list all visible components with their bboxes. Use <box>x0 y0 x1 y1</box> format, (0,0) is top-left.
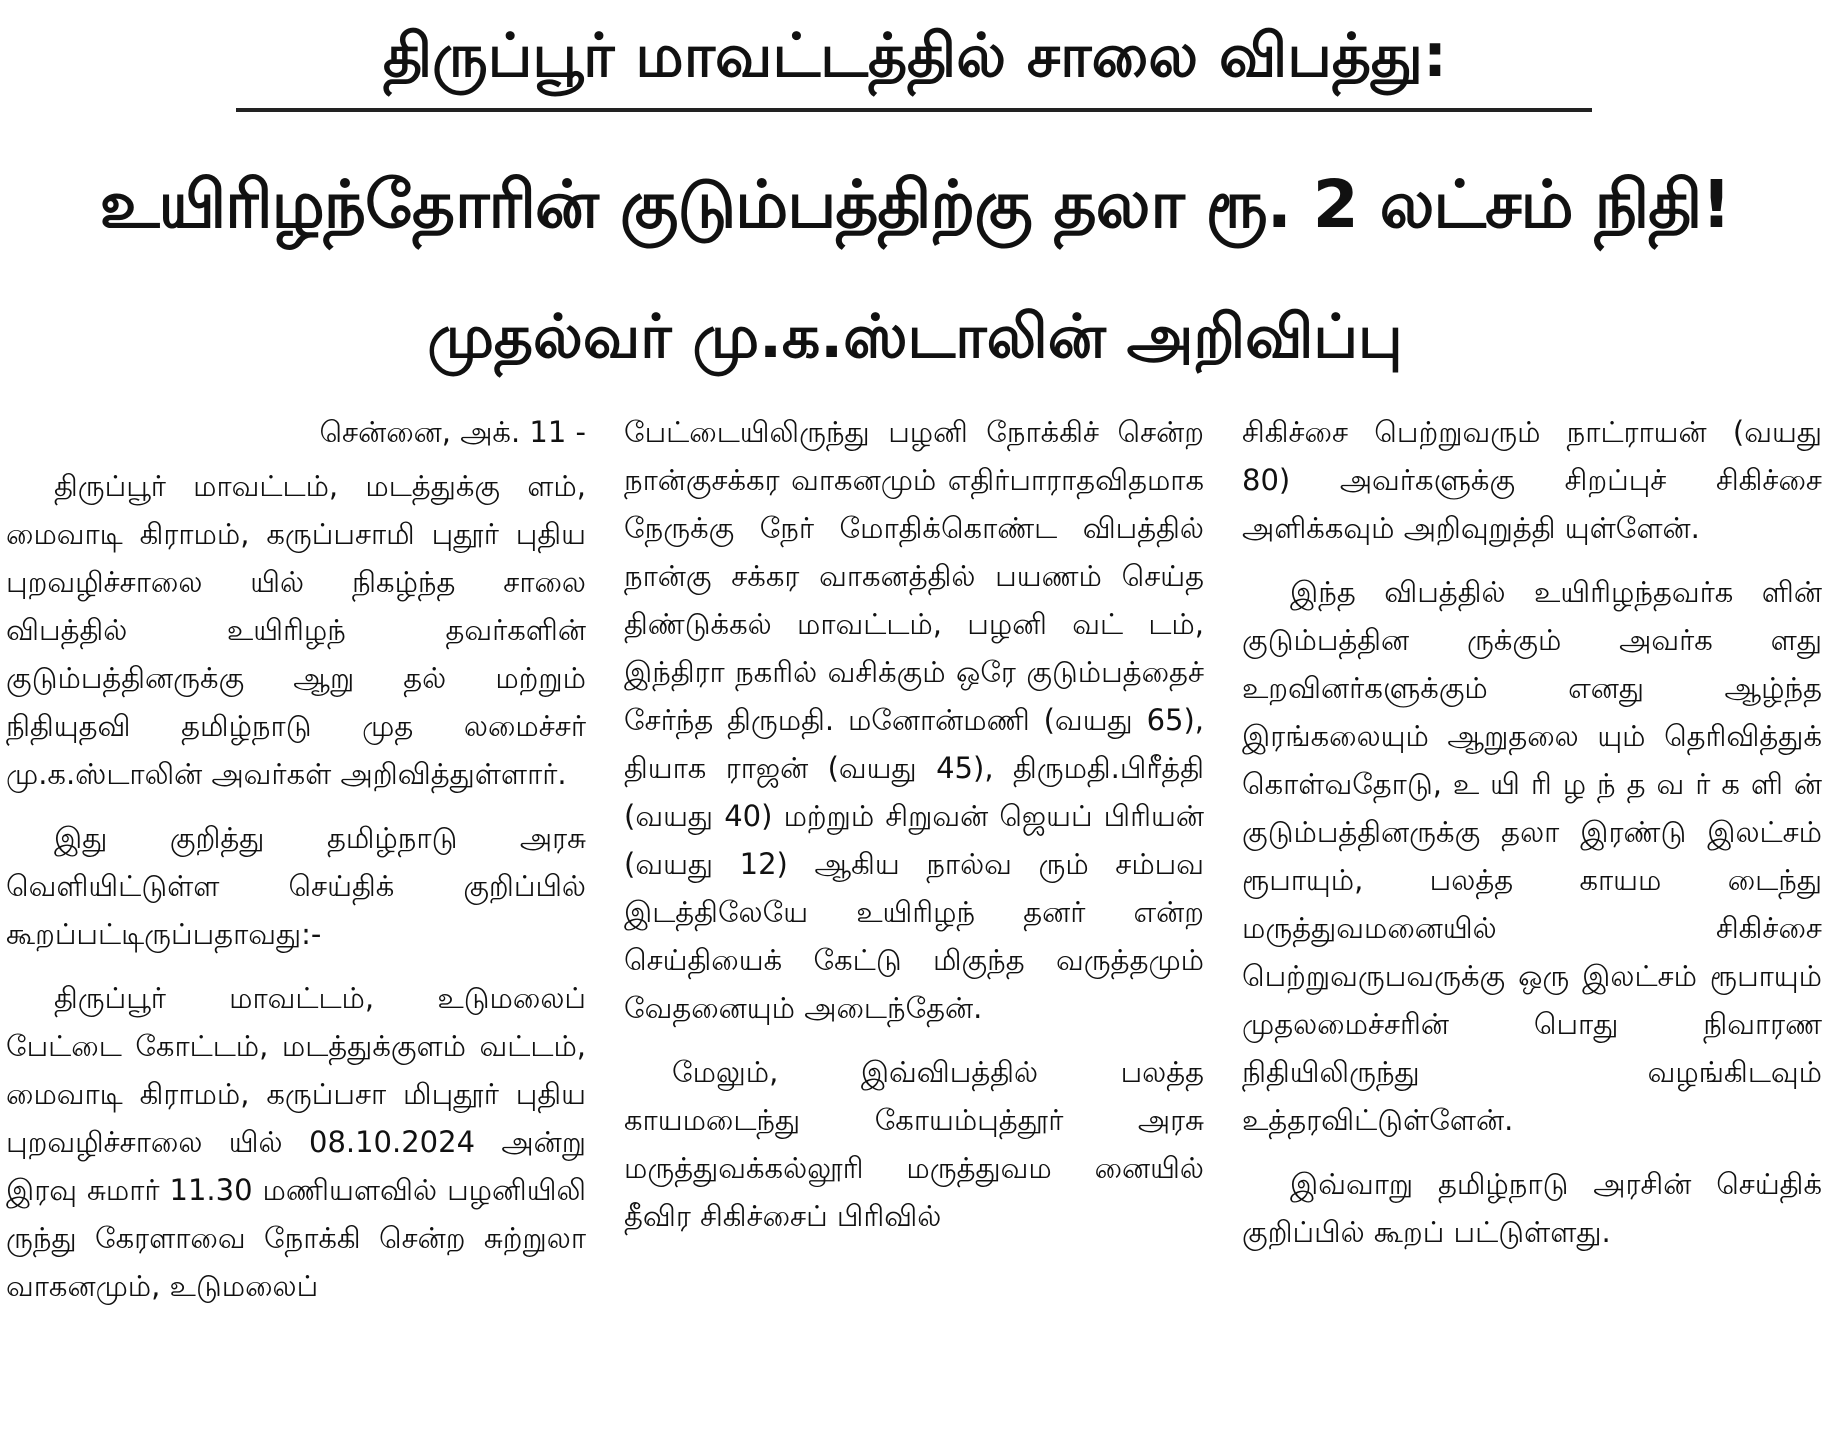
main-headline: உயிரிழந்தோரின் குடும்பத்திற்கு தலா ரூ. 2 லட்சம் நிதி! <box>99 166 1731 243</box>
dateline: சென்னை, அக். 11 - <box>319 415 586 449</box>
paragraph: இது குறித்து தமிழ்நாடு அரசு வெளியிட்டுள்ள செய்திக் குறிப்பில் கூறப்பட்டிருப்பதாவது:- <box>6 821 586 951</box>
paragraph: மேலும், இவ்விபத்தில் பலத்த காயமடைந்து கோயம்புத்தூர் அரசு மருத்துவக்கல்லூரி மருத்துவம னையில் தீவிர சிகிச்சைப் பிரிவில் <box>624 1055 1204 1233</box>
paragraph: திருப்பூர் மாவட்டம், உடுமலைப் பேட்டை கோட்டம், மடத்துக்குளம் வட்டம், மைவாடி கிராமம், கருப்பசா மிபுதூர் புதிய புறவழிச்சாலை யில் 08.10.2024 அன்று இரவு சுமார் 11.30 மணியளவில் பழனியிலி ருந்து கேரளாவை நோக்கி சென்ற சுற்றுலா வாகனமும், உடுமலைப் <box>6 981 586 1303</box>
heading-divider <box>236 108 1592 112</box>
article-column-1 <box>6 408 586 1448</box>
paragraph: இவ்வாறு தமிழ்நாடு அரசின் செய்திக் குறிப்பில் கூறப் பட்டுள்ளது. <box>1242 1167 1822 1249</box>
article-column-2 <box>624 408 1204 1448</box>
paragraph: பேட்டையிலிருந்து பழனி நோக்கிச் சென்ற நான்குசக்கர வாகனமும் எதிர்பாராதவிதமாக நேருக்கு நேர் மோதிக்கொண்ட விபத்தில் நான்கு சக்கர வாகனத்தில் பயணம் செய்த திண்டுக்கல் மாவட்டம், பழனி வட் டம், இந்திரா நகரில் வசிக்கும் ஒரே குடும்பத்தைச் சேர்ந்த திருமதி. மனோன்மணி (வயது 65), தியாக ராஜன் (வயது 45), திருமதி.பிரீத்தி (வயது 40) மற்றும் சிறுவன் ஜெயப் பிரியன் (வயது 12) ஆகிய நால்வ ரும் சம்பவ இடத்திலேயே உயிரிழந் தனர் என்ற செய்தியைக் கேட்டு மிகுந்த வருத்தமும் வேதனையும் அடைந்தேன். <box>624 415 1204 1025</box>
kicker-heading: திருப்பூர் மாவட்டத்தில் சாலை விபத்து: <box>383 21 1447 91</box>
paragraph: இந்த விபத்தில் உயிரிழந்தவர்க ளின் குடும்பத்தின ருக்கும் அவர்க ளது உறவினர்களுக்கும் எனது ஆழ்ந்த இரங்கலையும் ஆறுதலை யும் தெரிவித்துக் கொள்வதோடு, உ யி ரி ழ ந் த வ ர் க ளி ன் குடும்பத்தினருக்கு தலா இரண்டு இலட்சம் ரூபாயும், பலத்த காயம டைந்து மருத்துவமனையில் சிகிச்சை பெற்றுவருபவருக்கு ஒரு இலட்சம் ரூபாயும் முதலமைச்சரின் பொது நிவாரண நிதியிலிருந்து வழங்கிடவும் உத்தரவிட்டுள்ளேன். <box>1242 575 1822 1137</box>
paragraph: சிகிச்சை பெற்றுவரும் நாட்ராயன் (வயது 80) அவர்களுக்கு சிறப்புச் சிகிச்சை அளிக்கவும் அறிவுறுத்தி யுள்ளேன். <box>1242 415 1822 545</box>
paragraph: திருப்பூர் மாவட்டம், மடத்துக்கு ளம், மைவாடி கிராமம், கருப்பசாமி புதூர் புதிய புறவழிச்சாலை யில் நிகழ்ந்த சாலை விபத்தில் உயிரிழந் தவர்களின் குடும்பத்தினருக்கு ஆறு தல் மற்றும் நிதியுதவி தமிழ்நாடு முத லமைச்சர் மு.க.ஸ்டாலின் அவர்கள் அறிவித்துள்ளார். <box>6 469 586 791</box>
article-column-3 <box>1242 408 1822 1448</box>
sub-headline: முதல்வர் மு.க.ஸ்டாலின் அறிவிப்பு <box>427 302 1403 372</box>
